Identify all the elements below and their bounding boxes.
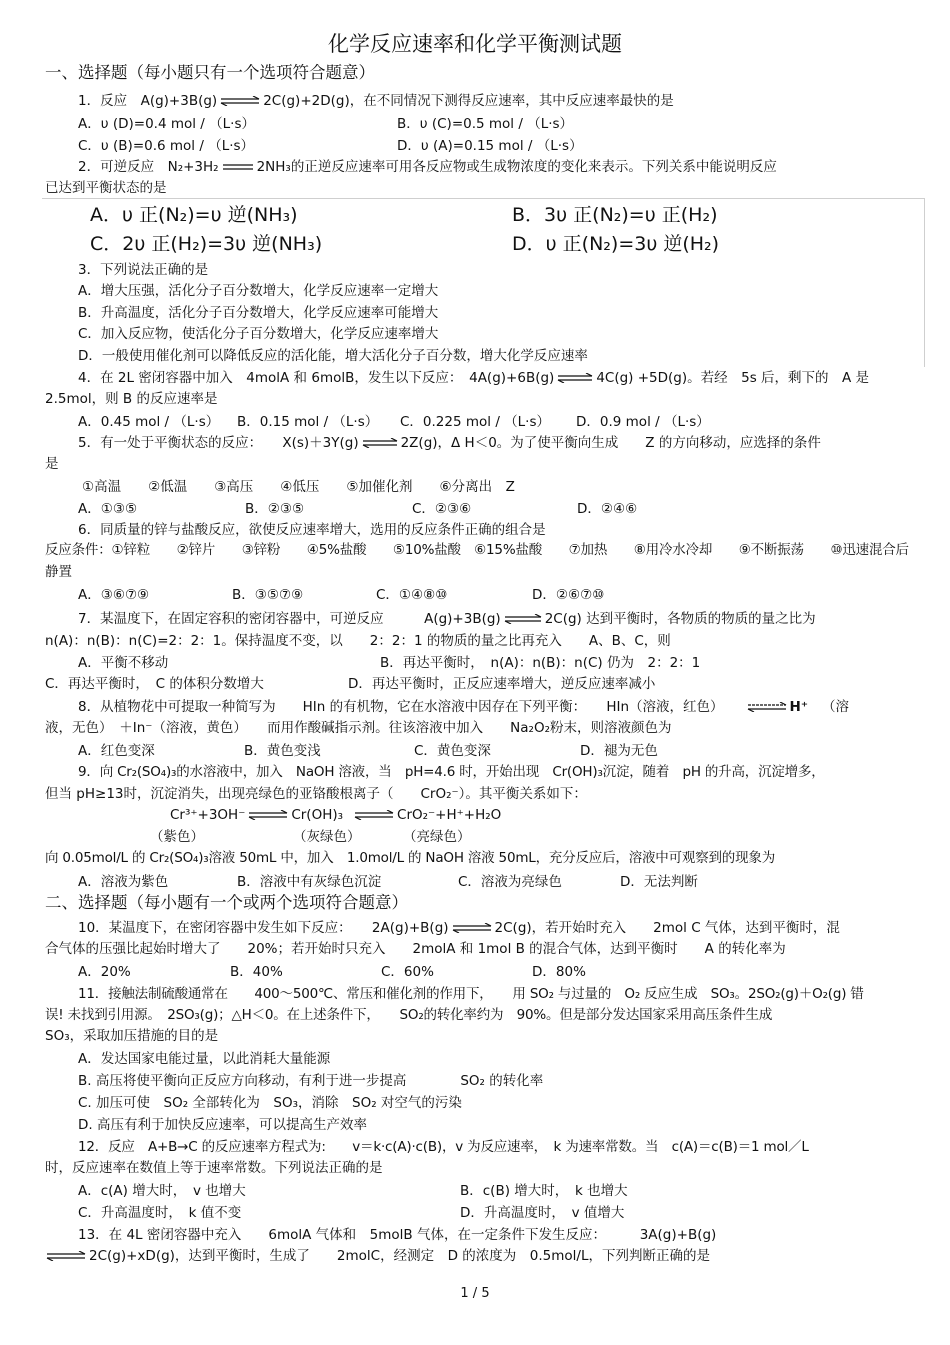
q7-option-c: C．再达平衡时， C 的体积分数增大: [45, 676, 264, 692]
q13-stem: 13．在 4L 密闭容器中充入 6molA 气体和 5molB 气体，在一定条件下发生反应： 3A(g)+B(g): [78, 1227, 717, 1243]
q7-option-b: B．再达平衡时， n(A)：n(B)：n(C) 仍为 2：2：1: [380, 655, 701, 671]
q9-color-purple: （紫色）: [150, 829, 204, 845]
q11-option-b: B. 高压将使平衡向正反应方向移动，有利于进一步提高 SO₂ 的转化率: [78, 1073, 544, 1089]
q9-stem-cont2: 向 0.05mol/L 的 Cr₂(SO₄)₃溶液 50mL 中，加入 1.0mol/L 的 NaOH 溶液 50mL，充分反应后，溶液中可观察到的现象为: [45, 850, 775, 866]
equilibrium-arrow-icon: [556, 373, 594, 383]
q6-option-d: D．②⑥⑦⑩: [532, 587, 605, 603]
q6-stem: 6．同质量的锌与盐酸反应，欲使反应速率增大，选用的反应条件正确的组合是: [78, 522, 546, 538]
q3-option-b: B．升高温度，活化分子百分数增大，化学反应速率可能增大: [78, 305, 439, 321]
page-number: 1 / 5: [460, 1286, 490, 1301]
q11-option-d: D. 高压有利于加快反应速率，可以提高生产效率: [78, 1117, 367, 1133]
q2-option-a: A．υ 正(N₂)=υ 逆(NH₃): [90, 204, 298, 226]
q8-stem-cont: 液，无色） ＋In⁻（溶液，黄色） 而用作酸碱指示剂。往该溶液中加入 Na₂O₂粉末，则溶液颜色为: [45, 720, 672, 736]
q12-option-a: A．c(A) 增大时， v 也增大: [78, 1183, 246, 1199]
q5-option-d: D．②④⑥: [577, 501, 638, 517]
equilibrium-arrow-icon: [353, 810, 395, 820]
q11-option-a: A．发达国家电能过量，以此消耗大量能源: [78, 1051, 331, 1067]
q8-stem: 8．从植物花中可提取一种简写为 HIn 的有机物，它在水溶液中因存在下列平衡： HIn（溶液，红色） H⁺ （溶: [78, 699, 849, 715]
equilibrium-arrow-icon: [361, 438, 399, 448]
q4-stem-cont: 2.5mol，则 B 的反应速率是: [45, 391, 218, 407]
q5-option-c: C．②③⑥: [412, 501, 472, 517]
q12-stem: 12．反应 A+B→C 的反应速率方程式为: v＝k·c(A)·c(B)，v 为反应速率， k 为速率常数。当 c(A)＝c(B)＝1 mol／L: [78, 1139, 809, 1155]
q8-option-d: D．褪为无色: [580, 743, 658, 759]
q2-option-b: B．3υ 正(N₂)=υ 正(H₂): [512, 204, 718, 226]
q7-option-d: D．再达平衡时，正反应速率增大，逆反应速率减小: [348, 676, 656, 692]
q11-stem-cont2: SO₃，采取加压措施的目的是: [45, 1028, 219, 1044]
q9-equation: Cr³⁺+3OH⁻ Cr(OH)₃ CrO₂⁻+H⁺+H₂O: [170, 807, 502, 823]
q12-option-c: C．升高温度时， k 值不变: [78, 1205, 242, 1221]
q11-option-c: C. 加压可使 SO₂ 全部转化为 SO₃，消除 SO₂ 对空气的污染: [78, 1095, 462, 1111]
section-heading-1: 一、选择题（每小题只有一个选项符合题意）: [45, 63, 375, 82]
q9-option-b: B．溶液中有灰绿色沉淀: [237, 874, 382, 890]
q1-option-a: A．υ (D)=0.4 mol / （L·s）: [78, 116, 255, 132]
q10-option-d: D．80%: [532, 964, 586, 980]
q6-conditions-cont: 静置: [45, 564, 72, 580]
q5-conditions: ①高温 ②低温 ③高压 ④低压 ⑤加催化剂 ⑥分离出 Z: [82, 479, 515, 495]
q9-option-a: A．溶液为紫色: [78, 874, 169, 890]
q8-option-b: B．黄色变浅: [244, 743, 321, 759]
q5-option-a: A．①③⑤: [78, 501, 138, 517]
q10-option-c: C．60%: [381, 964, 434, 980]
q1-stem: 1．反应 A(g)+3B(g) 2C(g)+2D(g)，在不同情况下测得反应速率，其中反应速率最快的是: [78, 93, 674, 109]
q9-color-bright-green: （亮绿色）: [403, 829, 471, 845]
page-title: 化学反应速率和化学平衡测试题: [328, 32, 622, 56]
q4-option-d: D．0.9 mol / （L·s）: [576, 414, 710, 430]
q1-option-c: C．υ (B)=0.6 mol / （L·s）: [78, 138, 255, 154]
equilibrium-arrow-icon: [746, 702, 788, 712]
q8-option-a: A．红色变深: [78, 743, 155, 759]
q9-stem-cont: 但当 pH≥13时，沉淀消失，出现亮绿色的亚铬酸根离子（ CrO₂⁻）。其平衡关系如下：: [45, 786, 587, 802]
hydrogen-ion: H⁺: [789, 699, 808, 715]
equilibrium-arrow-icon: [247, 810, 289, 820]
equilibrium-arrow-icon: [451, 923, 493, 933]
q7-stem-cont: n(A)：n(B)：n(C)=2：2：1。保持温度不变，以 2：2：1 的物质的量之比再充入 A、B、C，则: [45, 633, 671, 649]
q10-stem-cont: 合气体的压强比起始时增大了 20%；若开始时只充入 2molA 和 1mol B 的混合气体，达到平衡时 A 的转化率为: [45, 941, 786, 957]
q6-option-b: B．③⑤⑦⑨: [232, 587, 304, 603]
q8-option-c: C．黄色变深: [414, 743, 491, 759]
q2-stem-cont: 已达到平衡状态的是: [45, 180, 167, 196]
q12-option-b: B．c(B) 增大时， k 也增大: [460, 1183, 628, 1199]
q1-option-b: B．υ (C)=0.5 mol / （L·s）: [397, 116, 574, 132]
q4-stem: 4．在 2L 密闭容器中加入 4molA 和 6molB，发生以下反应： 4A(g)+6B(g) 4C(g) +5D(g)。若经 5s 后，剩下的 A 是: [78, 370, 870, 386]
q11-stem: 11．接触法制硫酸通常在 400～500℃、常压和催化剂的作用下， 用 SO₂ 与过量的 O₂ 反应生成 SO₃。2SO₂(g)＋O₂(g) 错: [78, 986, 864, 1002]
q5-stem-cont: 是: [45, 456, 59, 472]
q3-option-a: A．增大压强，活化分子百分数增大，化学反应速率一定增大: [78, 283, 439, 299]
q12-stem-cont: 时，反应速率在数值上等于速率常数。下列说法正确的是: [45, 1160, 383, 1176]
q10-option-a: A．20%: [78, 964, 131, 980]
q4-option-b: B．0.15 mol / （L·s）: [237, 414, 379, 430]
section-heading-2: 二、选择题（每小题有一个或两个选项符合题意）: [45, 893, 408, 912]
q13-stem-cont: 2C(g)+xD(g)，达到平衡时，生成了 2molC，经测定 D 的浓度为 0.5mol/L，下列判断正确的是: [45, 1247, 710, 1265]
equilibrium-arrow-icon: [503, 614, 543, 624]
q6-option-a: A．③⑥⑦⑨: [78, 587, 150, 603]
q9-stem: 9．向 Cr₂(SO₄)₃的水溶液中，加入 NaOH 溶液，当 pH=4.6 时，开始出现 Cr(OH)₃沉淀，随着 pH 的升高，沉淀增多，: [78, 764, 825, 780]
q7-stem: 7．某温度下，在固定容积的密闭容器中，可逆反应 A(g)+3B(g) 2C(g) 达到平衡时，各物质的物质的量之比为: [78, 611, 816, 627]
q3-option-c: C．加入反应物，使活化分子百分数增大，化学反应速率增大: [78, 326, 439, 342]
q5-option-b: B．②③⑤: [245, 501, 305, 517]
q4-option-c: C．0.225 mol / （L·s）: [400, 414, 551, 430]
q5-stem: 5．有一处于平衡状态的反应： X(s)＋3Y(g) 2Z(g)，Δ H＜0。为了使平衡向生成 Z 的方向移动，应选择的条件: [78, 435, 821, 451]
q2-option-d: D．υ 正(N₂)=3υ 逆(H₂): [512, 233, 720, 255]
q10-option-b: B．40%: [230, 964, 283, 980]
q3-option-d: D．一般使用催化剂可以降低反应的活化能，增大活化分子百分数，增大化学反应速率: [78, 348, 588, 364]
q9-option-c: C．溶液为亮绿色: [458, 874, 562, 890]
q11-stem-cont: 误! 未找到引用源。 2SO₃(g)；△H＜0。在上述条件下， SO₂的转化率约为 90%。但是部分发达国家采用高压条件生成: [45, 1007, 773, 1023]
q12-option-d: D．升高温度时， v 值增大: [460, 1205, 625, 1221]
q2-option-c: C．2υ 正(H₂)=3υ 逆(NH₃): [90, 233, 323, 255]
equilibrium-arrow-icon: [221, 162, 255, 172]
q9-option-d: D．无法判断: [620, 874, 698, 890]
q4-option-a: A．0.45 mol / （L·s）: [78, 414, 220, 430]
q9-color-gray-green: （灰绿色）: [293, 829, 361, 845]
equilibrium-arrow-icon: [219, 96, 261, 106]
q2-stem: 2．可逆反应 N₂+3H₂ 2NH₃的正逆反应速率可用各反应物或生成物浓度的变化来表示。下列关系中能说明反应: [78, 159, 777, 175]
q1-option-d: D．υ (A)=0.15 mol / （L·s）: [397, 138, 583, 154]
q6-option-c: C．①④⑧⑩: [376, 587, 448, 603]
equilibrium-arrow-icon: [45, 1251, 87, 1261]
q3-stem: 3．下列说法正确的是: [78, 262, 209, 278]
q6-conditions: 反应条件：①锌粒 ②锌片 ③锌粉 ④5%盐酸 ⑤10%盐酸 ⑥15%盐酸 ⑦加热 ⑧用冷水冷却 ⑨不断振荡 ⑩迅速混合后: [45, 542, 909, 558]
q10-stem: 10．某温度下，在密闭容器中发生如下反应： 2A(g)+B(g) 2C(g)，若开始时充入 2mol C 气体，达到平衡时，混: [78, 920, 840, 936]
q7-option-a: A．平衡不移动: [78, 655, 169, 671]
